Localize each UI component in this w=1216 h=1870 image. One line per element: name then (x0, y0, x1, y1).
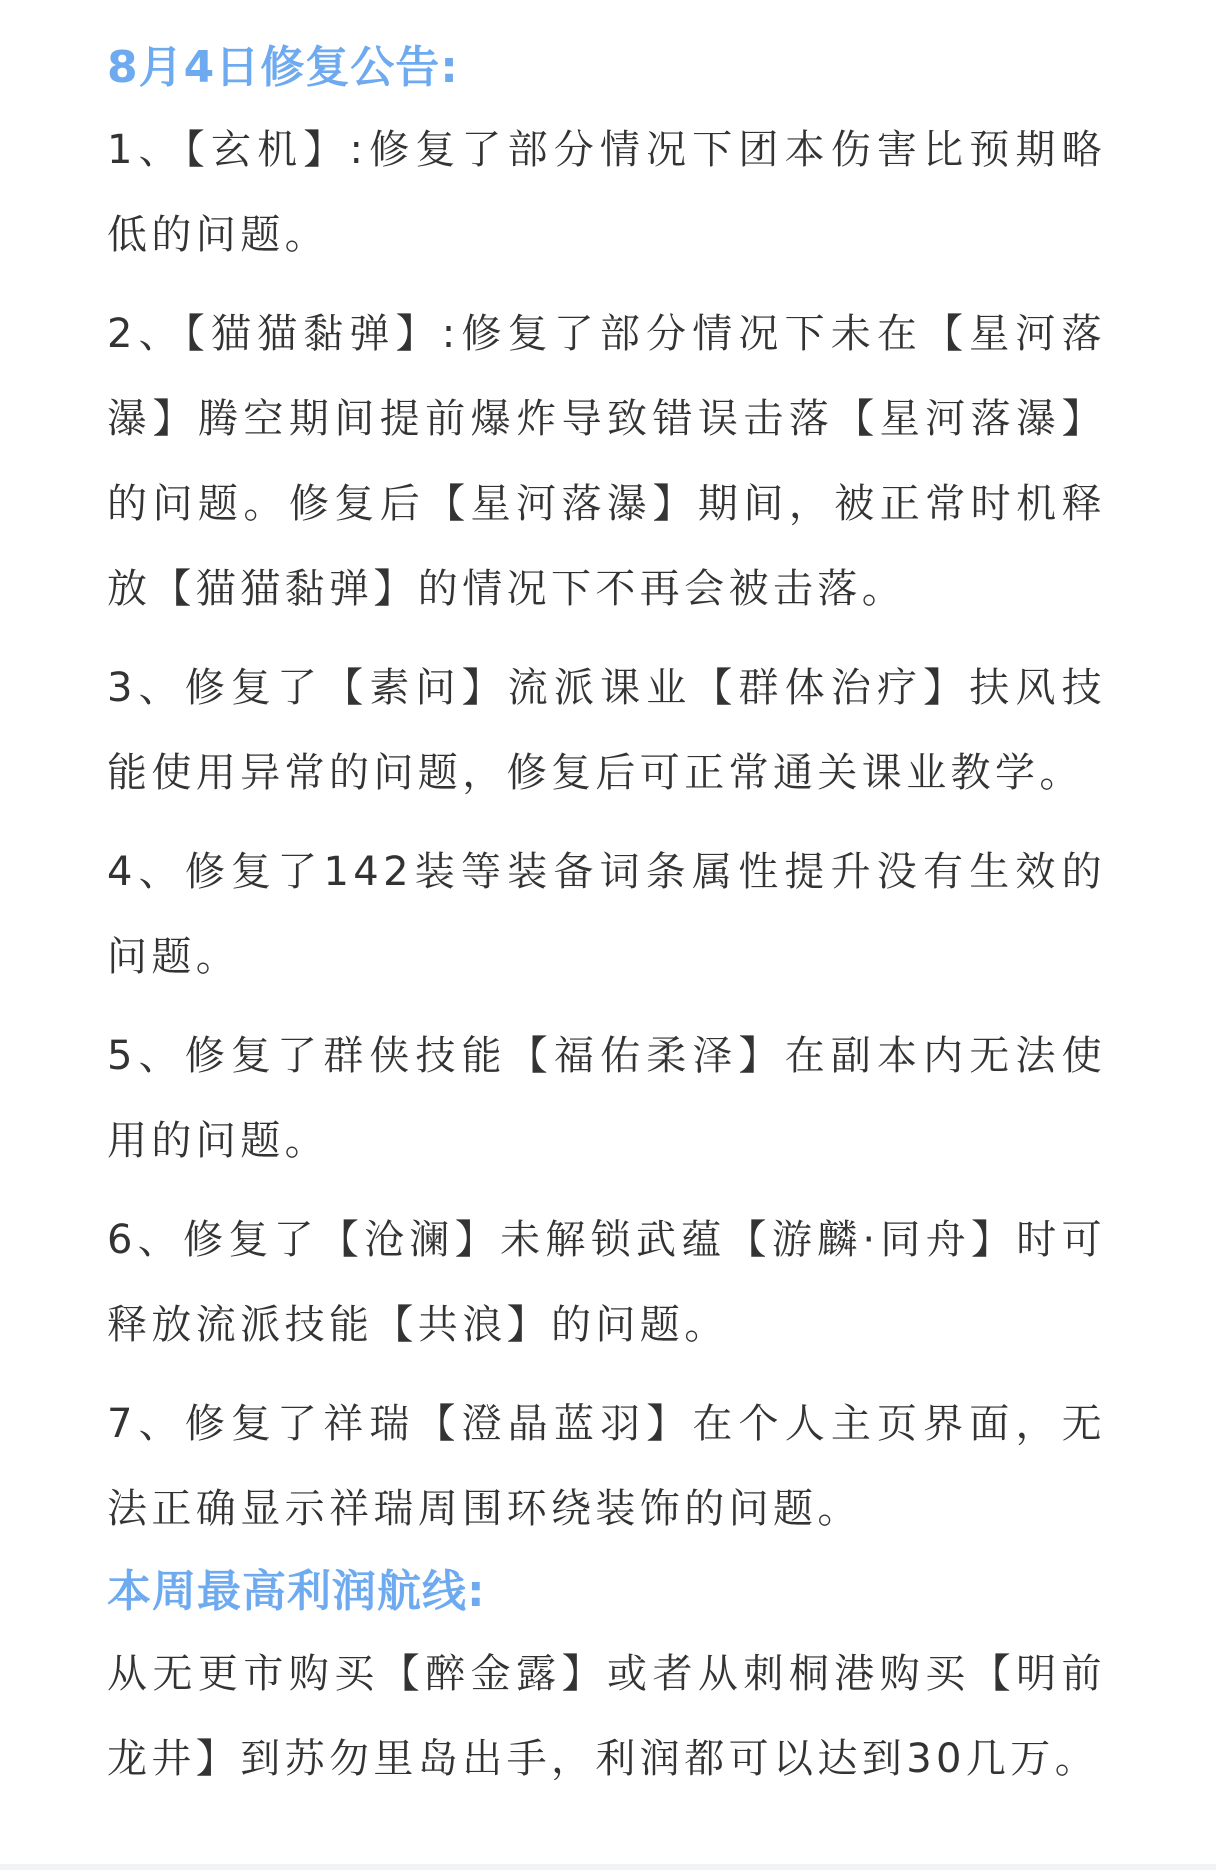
fix-item-1: 1、【玄机】:修复了部分情况下团本伤害比预期略低的问题。 (107, 127, 1106, 258)
bottom-divider (0, 1864, 1216, 1870)
fix-notice-title: 8月4日修复公告: (107, 42, 459, 93)
fix-item-3: 3、修复了【素问】流派课业【群体治疗】扶风技能使用异常的问题，修复后可正常通关课业教学。 (107, 665, 1106, 796)
trade-route-text: 从无更市购买【醉金露】或者从刺桐港购买【明前龙井】到苏勿里岛出手，利润都可以达到30几万。 (107, 1651, 1106, 1782)
fix-item-2: 2、【猫猫黏弹】:修复了部分情况下未在【星河落瀑】腾空期间提前爆炸导致错误击落【星河落瀑】的问题。修复后【星河落瀑】期间，被正常时机释放【猫猫黏弹】的情况下不再会被击落。 (107, 311, 1106, 612)
fix-item-4: 4、修复了142装等装备词条属性提升没有生效的问题。 (107, 849, 1106, 980)
fix-notice-list (107, 108, 1106, 1552)
fix-item-7: 7、修复了祥瑞【澄晶蓝羽】在个人主页界面，无法正确显示祥瑞周围环绕装饰的问题。 (107, 1401, 1106, 1532)
trade-route-title: 本周最高利润航线: (107, 1566, 486, 1617)
fix-item-5: 5、修复了群侠技能【福佑柔泽】在副本内无法使用的问题。 (107, 1033, 1106, 1164)
fix-item-6: 6、修复了【沧澜】未解锁武蕴【游麟·同舟】时可释放流派技能【共浪】的问题。 (107, 1217, 1106, 1348)
